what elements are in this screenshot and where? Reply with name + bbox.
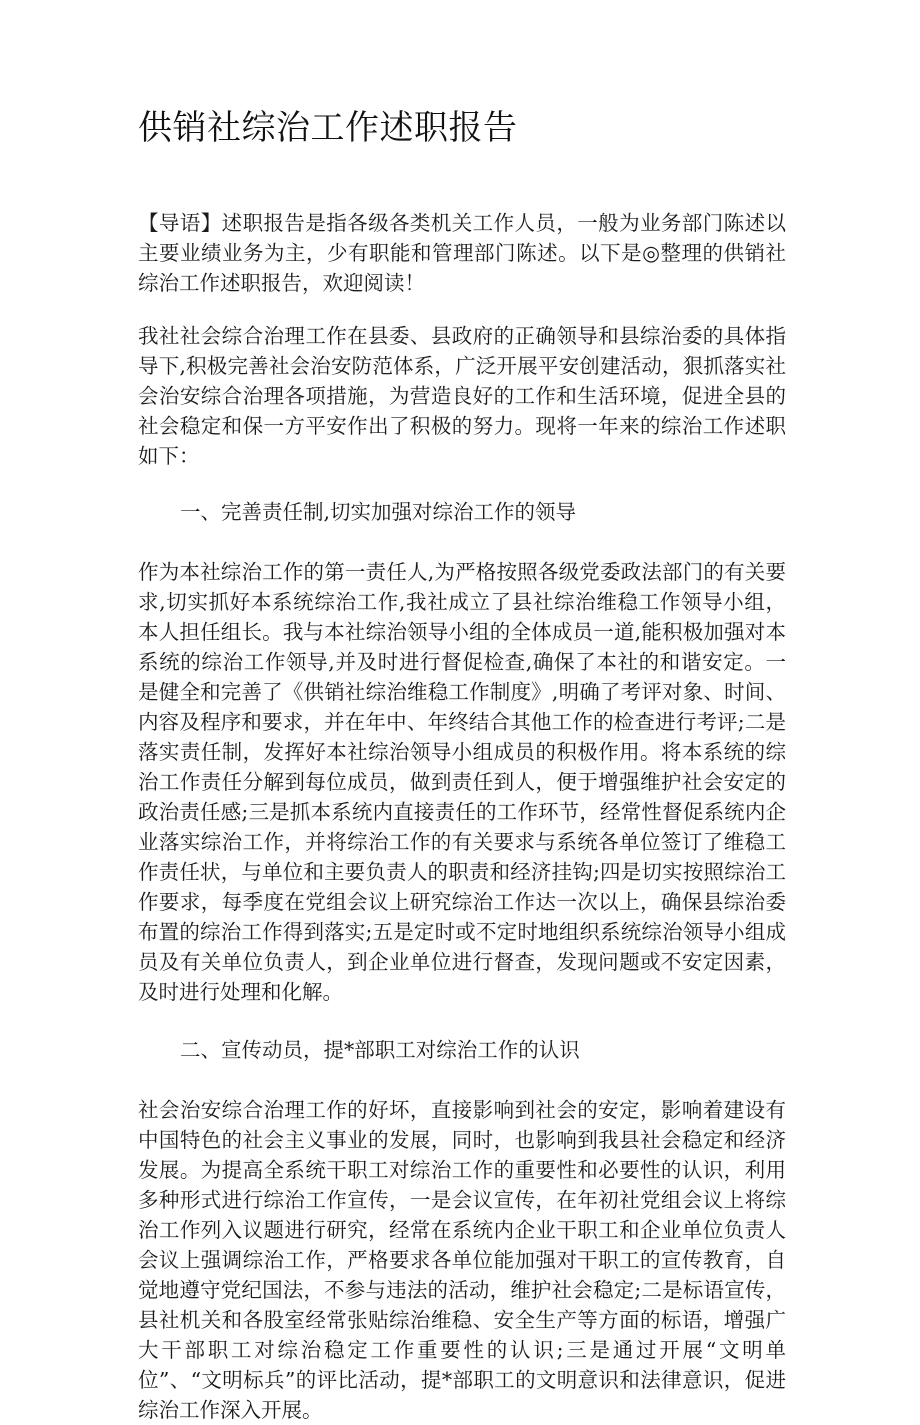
overview-paragraph: 我社社会综合治理工作在县委、县政府的正确领导和县综治委的具体指导下,积极完善社会治安防范体系，广泛开展平安创建活动，狠抓落实社会治安综合治理各项措施，为营造良好的工作和生活环境，促进全县的社会稳定和保一方平安作出了积极的努力。现将一年来的综治工作述职如下： xyxy=(138,324,786,468)
section-two-body: 社会治安综合治理工作的好坏，直接影响到社会的安定，影响着建设有中国特色的社会主义事业的发展，同时，也影响到我县社会稳定和经济发展。为提高全系统干职工对综治工作的重要性和必要性的认识，利用多种形式进行综治工作宣传，一是会议宣传，在年初社党组会议上将综治工作列入议题进行研究，经常在系统内企业干职工和企业单位负责人会议上强调综治工作，严格要求各单位能加强对干职工的宣传教育，自觉地遵守党纪国法，不参与违法的活动，维护社会稳定;二是标语宣传，县社机关和各股室经常张贴综治维稳、安全生产等方面的标语，增强广大干部职工对综治稳定工作重要性的认识;三是通过开展“文明单位”、“文明标兵”的评比活动，提*部职工的文明意识和法律意识，促进综治工作深入开展。 xyxy=(138,1098,786,1422)
section-one-body: 作为本社综治工作的第一责任人,为严格按照各级党委政法部门的有关要求,切实抓好本系统综治工作,我社成立了县社综治维稳工作领导小组，本人担任组长。我与本社综治领导小组的全体成员一道,能积极加强对本系统的综治工作领导,并及时进行督促检查,确保了本社的和谐安定。一是健全和完善了《供销社综治维稳工作制度》,明确了考评对象、时间、内容及程序和要求，并在年中、年终结合其他工作的检查进行考评;二是落实责任制，发挥好本社综治领导小组成员的积极作用。将本系统的综治工作责任分解到每位成员，做到责任到人，便于增强维护社会安定的政治责任感;三是抓本系统内直接责任的工作环节，经常性督促系统内企业落实综治工作，并将综治工作的有关要求与系统各单位签订了维稳工作责任状，与单位和主要负责人的职责和经济挂钩;四是切实按照综治工作要求，每季度在党组会议上研究综治工作达一次以上，确保县综治委布置的综治工作得到落实;五是定时或不定时地组织系统综治领导小组成员及有关单位负责人，到企业单位进行督查，发现问题或不安定因素，及时进行处理和化解。 xyxy=(138,560,786,1004)
section-heading-two: 二、宣传动员，提*部职工对综治工作的认识 xyxy=(180,1038,580,1062)
page-title: 供销社综治工作述职报告 xyxy=(138,108,518,148)
intro-paragraph: 【导语】述职报告是指各级各类机关工作人员，一般为业务部门陈述以主要业绩业务为主，少有职能和管理部门陈述。以下是◎整理的供销社综治工作述职报告，欢迎阅读！ xyxy=(138,211,786,295)
section-heading-one: 一、完善责任制,切实加强对综治工作的领导 xyxy=(180,500,577,524)
document-content xyxy=(138,0,786,1425)
